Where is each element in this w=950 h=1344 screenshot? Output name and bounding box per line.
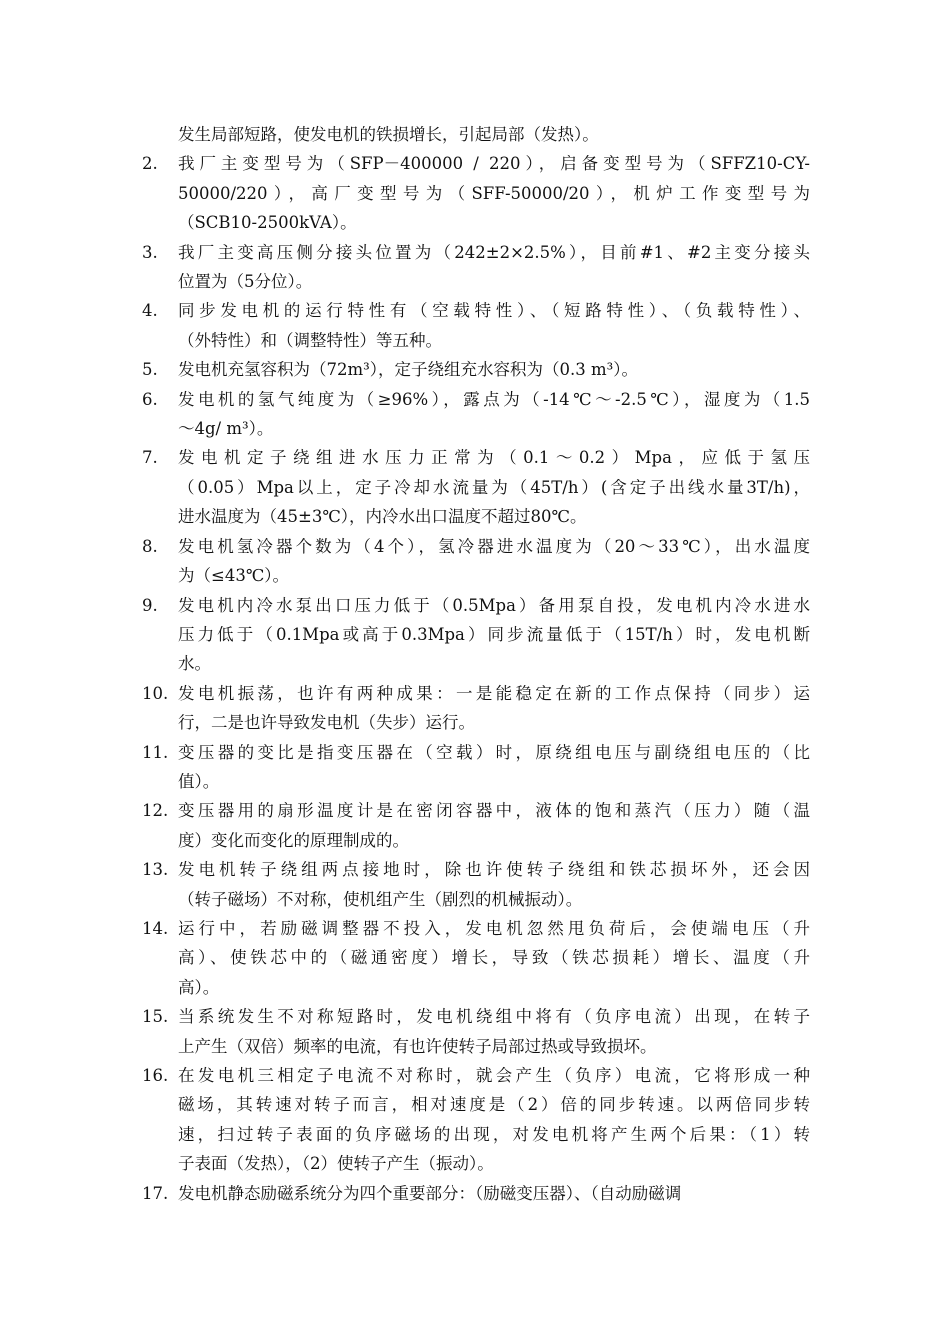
list-item [142, 355, 810, 384]
item-text-line: 压力低于（0.1Mpa或高于0.3Mpa）同步流量低于（15T/h）时，发电机断 [178, 624, 810, 644]
item-number: 17. [142, 1183, 169, 1203]
item-text-line: 发电机静态励磁系统分为四个重要部分：（励磁变压器）、（自动励磁调 [178, 1183, 682, 1203]
continuation-line: 发生局部短路，使发电机的铁损增长，引起局部（发热）。 [178, 125, 599, 144]
list-item [142, 238, 810, 267]
item-text-line: 速，扫过转子表面的负序磁场的出现，对发电机将产生两个后果：（1）转 [178, 1124, 810, 1144]
item-text-line: 进水温度为（45±3℃），内冷水出口温度不超过80℃。 [178, 507, 587, 527]
list-item [142, 591, 810, 620]
item-number: 4. [142, 301, 158, 321]
item-text-line: 50000/220），高厂变型号为（SFF-50000/20），机炉工作变型号为 [178, 183, 810, 203]
item-text-line: ～4g/ m³）。 [178, 419, 274, 439]
item-text-line: 磁场，其转速对转子而言，相对速度是（2）倍的同步转速。以两倍同步转 [178, 1095, 810, 1115]
item-number: 11. [142, 742, 169, 762]
item-text-line: 我厂主变型号为（SFP－400000 / 220），启备变型号为（SFFZ10-CY- [178, 154, 810, 174]
item-text-line: 发电机氢冷器个数为（4个），氢冷器进水温度为（20～33℃），出水温度 [178, 536, 810, 556]
item-number: 8. [142, 536, 158, 556]
item-number: 15. [142, 1007, 169, 1027]
item-number: 2. [142, 154, 158, 174]
item-number: 12. [142, 801, 169, 821]
item-number: 6. [142, 389, 158, 409]
list-item [142, 1002, 810, 1031]
list-item [142, 385, 810, 414]
list-item [142, 1061, 810, 1090]
item-text-line: 运行中，若励磁调整器不投入，发电机忽然甩负荷后，会使端电压（升 [178, 918, 810, 938]
item-text-line: 行，二是也许导致发电机（失步）运行。 [178, 713, 475, 733]
item-text-line: 值）。 [178, 771, 220, 791]
item-text-line: （0.05）Mpa以上，定子冷却水流量为（45T/h）(含定子出线水量3T/h)， [178, 477, 810, 497]
item-text-line: 我厂主变高压侧分接头位置为（242±2×2.5%），目前#1、#2主变分接头 [178, 242, 810, 262]
item-text-line: （SCB10-2500kVA）。 [178, 213, 357, 233]
list-item [142, 914, 810, 943]
item-number: 9. [142, 595, 158, 615]
list-item [142, 443, 810, 472]
item-text-line: 变压器的变比是指变压器在（空载）时，原绕组电压与副绕组电压的（比 [178, 742, 810, 762]
item-text-line: （外特性）和（调整特性）等五种。 [178, 330, 442, 350]
item-text-line: （转子磁场）不对称，使机组产生（剧烈的机械振动）。 [178, 889, 583, 909]
item-number: 10. [142, 683, 169, 703]
list-item [142, 1179, 810, 1208]
list-item [142, 738, 810, 767]
list-item [142, 296, 810, 325]
item-text-line: 度）变化而变化的原理制成的。 [178, 830, 409, 850]
item-text-line: 在发电机三相定子电流不对称时，就会产生（负序）电流，它将形成一种 [178, 1066, 810, 1085]
item-text-line: 高）、使铁芯中的（磁通密度）增长，导致（铁芯损耗）增长、温度（升 [178, 948, 810, 968]
item-text-line: 为（≤43℃）。 [178, 566, 290, 586]
item-text-line: 位置为（5分位）。 [178, 272, 313, 292]
item-number: 3. [142, 242, 158, 262]
item-text-line: 子表面（发热），（2）使转子产生（振动）。 [178, 1154, 494, 1174]
item-number: 16. [142, 1066, 169, 1085]
item-text-line: 变压器用的扇形温度计是在密闭容器中，液体的饱和蒸汽（压力）随（温 [178, 801, 810, 821]
item-number: 7. [142, 448, 158, 468]
item-text-line: 高）。 [178, 977, 220, 997]
item-text-line: 发电机充氢容积为（72m³），定子绕组充水容积为（0.3 m³）。 [178, 360, 639, 380]
list-item [142, 855, 810, 884]
list-item [142, 679, 810, 708]
item-text-line: 水。 [178, 654, 211, 674]
item-number: 14. [142, 918, 169, 938]
list-item [142, 532, 810, 561]
item-text-line: 发电机转子绕组两点接地时，除也许使转子绕组和铁芯损坏外，还会因 [178, 860, 810, 880]
item-text-line: 同步发电机的运行特性有（空载特性）、（短路特性）、（负载特性）、 [178, 301, 810, 321]
list-item [142, 149, 810, 178]
item-text-line: 当系统发生不对称短路时，发电机绕组中将有（负序电流）出现，在转子 [178, 1007, 810, 1027]
item-text-line: 上产生（双倍）频率的电流，有也许使转子局部过热或导致损坏。 [178, 1036, 657, 1056]
item-number: 13. [142, 860, 169, 880]
item-number: 5. [142, 360, 158, 380]
item-text-line: 发电机的氢气纯度为（≥96%），露点为（-14℃～-2.5℃），湿度为（1.5 [178, 389, 810, 409]
item-text-line: 发电机振荡，也许有两种成果：一是能稳定在新的工作点保持（同步）运 [178, 683, 810, 703]
item-text-line: 发电机内冷水泵出口压力低于（0.5Mpa）备用泵自投，发电机内冷水进水 [178, 595, 810, 615]
item-text-line: 发电机定子绕组进水压力正常为（0.1～0.2）Mpa，应低于氢压 [178, 448, 810, 468]
list-item [142, 796, 810, 825]
document-body [142, 120, 810, 1208]
